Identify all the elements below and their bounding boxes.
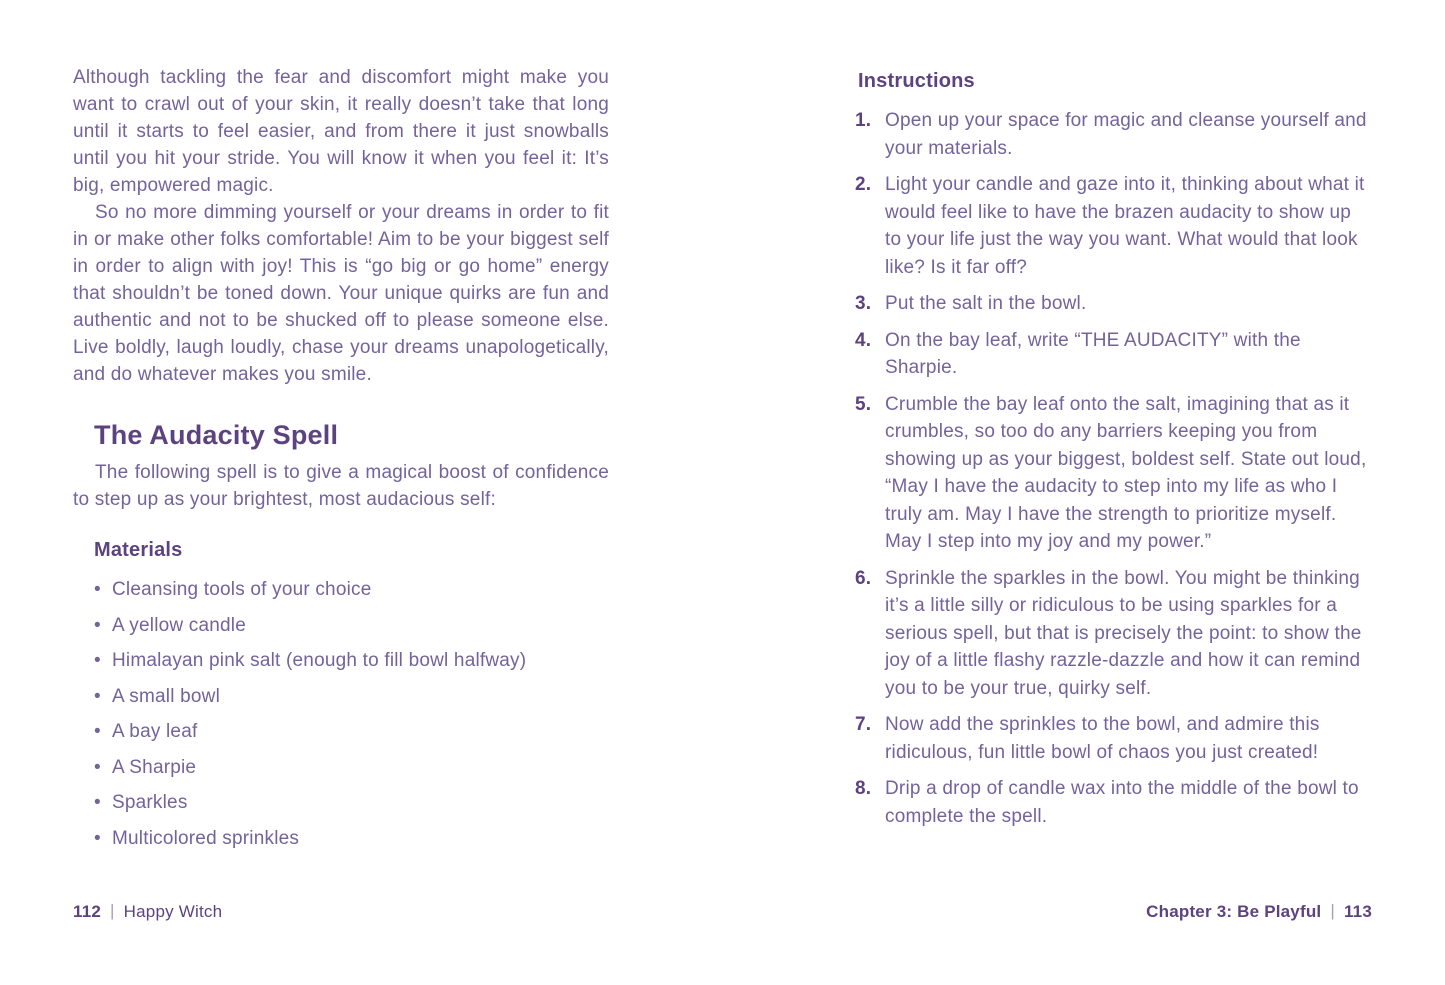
instruction-step [855,711,1367,766]
materials-list-item [94,683,609,710]
step-number: 8. [855,778,872,799]
materials-heading: Materials [94,539,183,561]
step-text: Now add the sprinkles to the bowl, and admire this ridiculous, fun little bowl of chaos you just created! [885,714,1320,763]
bullet-icon: • [94,721,101,742]
materials-list [73,576,609,852]
instruction-step [855,327,1367,382]
page-footer-left [73,902,222,922]
step-number: 7. [855,714,872,735]
page-number-left: 112 [73,902,102,921]
chapter-title: Chapter 3: Be Playful [1146,902,1322,921]
instruction-step [855,290,1367,318]
page-right-column [855,70,1367,839]
step-number: 5. [855,393,872,415]
materials-list-item [94,754,609,781]
bullet-icon: • [94,650,101,671]
section-heading-audacity-spell: The Audacity Spell [94,420,339,450]
instructions-list [855,107,1367,830]
materials-list-item [94,576,609,603]
materials-list-item [94,612,609,639]
instruction-step [855,391,1367,556]
bullet-icon: • [94,756,101,778]
bullet-icon: • [94,827,101,849]
materials-list-item [94,825,609,852]
materials-item-label: A yellow candle [112,614,246,636]
page-footer-right [1146,902,1372,922]
bullet-icon: • [94,792,101,813]
materials-list-item [94,718,609,745]
step-number: 4. [855,329,872,351]
step-number: 1. [855,110,872,131]
step-text: Open up your space for magic and cleanse yourself and your materials. [885,110,1367,159]
paragraph-no-dimming: So no more dimming yourself or your dreams in order to fit in or make other folks comfortable! Aim to be your biggest self in order to align with joy! This is “go big or go home” energy that shouldn’t be toned down. Your unique quirks are fun and authentic and not to be shucked off to please someone else. Live boldly, laugh loudly, chase your dreams unapologetically, and do whatever makes you smile. [73,202,609,385]
step-number: 2. [855,174,872,195]
materials-item-label: Cleansing tools of your choice [112,579,372,600]
book-title: Happy Witch [123,902,223,921]
step-number: 6. [855,567,872,589]
step-text: Light your candle and gaze into it, thinking about what it would feel like to have the brazen audacity to show up to your life just the way you want. What would that look like? Is it far off? [885,174,1365,278]
page-number-right: 113 [1343,902,1372,921]
instruction-step [855,107,1367,162]
footer-divider: | [110,901,115,920]
materials-item-label: Multicolored sprinkles [112,827,300,849]
instruction-step [855,565,1367,703]
materials-item-label: Himalayan pink salt (enough to fill bowl halfway) [112,650,527,671]
footer-divider: | [1330,901,1335,920]
materials-item-label: A bay leaf [112,721,198,742]
page-left-column [73,64,609,860]
step-text: Sprinkle the sparkles in the bowl. You might be thinking it’s a little silly or ridiculous to be using sparkles for a serious spell, but that is precisely the point: to show the joy of a little flashy razzle-dazzle and how it can remind you to be your true, quirky self. [885,567,1362,699]
instruction-step [855,775,1367,830]
materials-item-label: Sparkles [112,792,188,813]
bullet-icon: • [94,685,101,707]
materials-list-item [94,789,609,816]
materials-list-item [94,647,609,674]
step-number: 3. [855,293,872,314]
bullet-icon: • [94,579,101,600]
bullet-icon: • [94,614,101,636]
materials-item-label: A Sharpie [112,756,197,778]
step-text: Crumble the bay leaf onto the salt, imagining that as it crumbles, so too do any barriers keeping you from showing up as your biggest, boldest self. State out loud, “May I have the audacity to step into my life as who I truly am. May I have the strength to prioritize myself. May I step into my joy and my power.” [885,393,1367,552]
paragraph-spell-intro: The following spell is to give a magical boost of confidence to step up as your brightest, most audacious self: [73,462,609,510]
step-text: On the bay leaf, write “THE AUDACITY” with the Sharpie. [885,329,1301,378]
step-text: Drip a drop of candle wax into the middle of the bowl to complete the spell. [885,778,1359,827]
step-text: Put the salt in the bowl. [885,293,1087,314]
paragraph-intro: Although tackling the fear and discomfort might make you want to crawl out of your skin, it really doesn’t take that long until it starts to feel easier, and from there it just snowballs until you hit your stride. You will know it when you feel it: It’s big, empowered magic. [73,67,609,196]
instructions-heading: Instructions [858,70,975,92]
instruction-step [855,171,1367,281]
materials-item-label: A small bowl [112,685,220,707]
